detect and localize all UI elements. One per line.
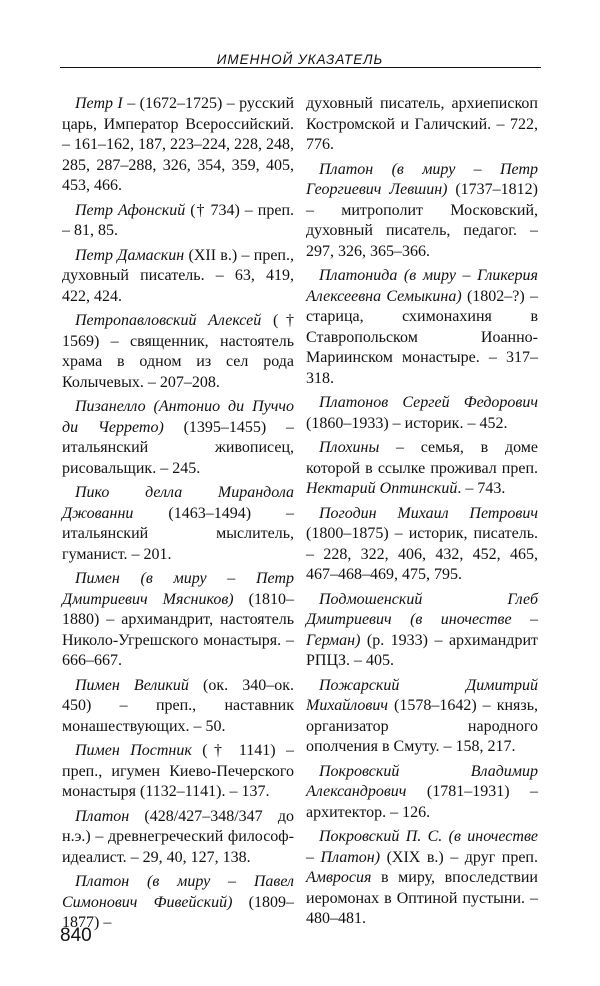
running-head: ИМЕННОЙ УКАЗАТЕЛЬ [216, 52, 384, 67]
entry-text: (1802–?) – старица, схимонахиня в Ставропольском Иоанно-Мариинском монастыре. – 317–318. [306, 287, 538, 387]
entry-name: Пожарский Димитрий Михайлович [306, 676, 538, 714]
entry-name: Платон [75, 807, 130, 825]
entry-name: Платон (в миру – Павел Симонович Фивейский) [62, 873, 294, 911]
entry-name: Петр Афонский [75, 201, 186, 219]
entry-text: (1809–1877) – [62, 893, 294, 931]
entry-text: (XII в.) – преп., духовный писатель. – 63, 419, 422, 424. [62, 246, 294, 305]
entry-name: Пимен Постник [75, 742, 192, 759]
entry-text: (1737–1812) – митрополит Московский, духовный писатель, педагог. – 297, 326, 365–366. [306, 181, 538, 260]
right-column [306, 94, 538, 934]
page-number: 840 [60, 925, 92, 946]
entry-name: Платонида (в миру – Гликерия Алексеевна Семыкина) [306, 267, 538, 305]
entry-name: Пизанелло (Антонио ди Пуччо ди Черрето) [62, 398, 294, 436]
index-entry [62, 872, 294, 934]
index-entry [62, 246, 294, 308]
index-entry [306, 438, 538, 500]
index-entry [306, 762, 538, 824]
entry-text: – семья, в доме которой в ссылке проживал преп. [306, 439, 538, 477]
entry-name: Пико делла Мирандола Джованни [62, 484, 294, 522]
entry-text: (1781–1931) – архитектор. – 126. [306, 783, 538, 821]
index-entry [306, 827, 538, 930]
entry-name: Пимен (в миру – Петр Дмитриевич Мясников) [62, 570, 294, 608]
index-entry [62, 741, 294, 803]
entry-text: (XIX в.) – друг преп. [380, 848, 538, 866]
index-entry [62, 807, 294, 869]
entry-text: (1463–1494) – итальянский мыслитель, гуманист. – 201. [62, 504, 294, 563]
entry-name: Погодин Михаил Петрович [319, 504, 538, 522]
index-entry [306, 160, 538, 263]
index-entry [62, 201, 294, 242]
entry-name: Покровский Владимир Александрович [306, 762, 538, 800]
index-entry [62, 94, 294, 197]
entry-text: (1800–1875) – историк, писатель. – 228, 322, 406, 432, 452, 465, 467–468–469, 475, 795. [306, 525, 538, 583]
entry-name: Плохины [319, 439, 380, 456]
entry-name: Покровский П. С. (в иночестве – Платон) [306, 828, 538, 866]
entry-text: духовный писатель, архиепископ Костромской и Галичский. – 722, 776. [306, 95, 538, 153]
entry-text: († 1141) – преп., игумен Киево-Печерского монастыря (1132–1141). – 137. [62, 742, 295, 800]
entry-text: (1395–1455) – итальянский живописец, рисовальщик. – 245. [62, 418, 294, 477]
left-column [62, 94, 294, 938]
entry-text: (ок. 340–ок. 450) – преп., наставник монашествующих. – 50. [62, 676, 294, 735]
entry-text-secondary: . – 743. [457, 480, 506, 497]
entry-text: (1860–1933) – историк. – 452. [306, 414, 508, 432]
entry-text: (р. 1933) – архимандрит РПЦЗ. – 405. [306, 631, 538, 669]
entry-name: Петропавловский Алексей [75, 312, 262, 329]
entry-text: (1810–1880) – архимандрит, настоятель Николо-Угрешского монастыря. – 666–667. [62, 590, 294, 669]
index-entry [306, 393, 538, 434]
header-rule [60, 67, 541, 68]
index-entry [306, 504, 538, 586]
index-entry [62, 397, 294, 479]
entry-text: (428/427–348/347 до н.э.) – древнегреческий философ-идеалист. – 29, 40, 127, 138. [62, 807, 294, 866]
entry-name: Петр I [75, 95, 123, 112]
entry-text: – (1672–1725) – русский царь, Император Всероссийский. – 161–162, 187, 223–224, 228, 248, 285, 287–288, 326, 354, 359, 405, 453, 466. [62, 95, 295, 194]
entry-text: († 1569) – священник, настоятель храма в одном из сел рода Колычевых. – 207–208. [62, 312, 294, 391]
entry-text: (1578–1642) – князь, организатор народного ополчения в Смуту. – 158, 217. [306, 697, 538, 755]
entry-name-secondary: Амвросия [306, 869, 372, 886]
entry-name: Платон (в миру – Петр Георгиевич Левшин) [306, 160, 538, 198]
index-entry [62, 483, 294, 565]
index-entry [306, 676, 538, 758]
index-entry-continuation [306, 94, 538, 156]
index-entry [62, 676, 294, 738]
index-entry [306, 266, 538, 389]
index-entry [62, 311, 294, 393]
entry-text-secondary: в миру, впоследствии иеромонах в Оптиной пустыни. – 480–481. [306, 869, 538, 927]
index-entry [62, 569, 294, 672]
entry-name: Петр Дамаскин [75, 246, 185, 264]
index-entry [306, 590, 538, 672]
entry-name: Подмошенский Глеб Дмитриевич (в иночестве – Герман) [306, 590, 538, 649]
entry-name-secondary: Нектарий Оптинский [306, 480, 458, 497]
entry-name: Пимен Великий [75, 676, 189, 694]
entry-name: Платонов Сергей Федорович [319, 394, 538, 411]
entry-text: († 734) – преп. – 81, 85. [62, 201, 295, 239]
